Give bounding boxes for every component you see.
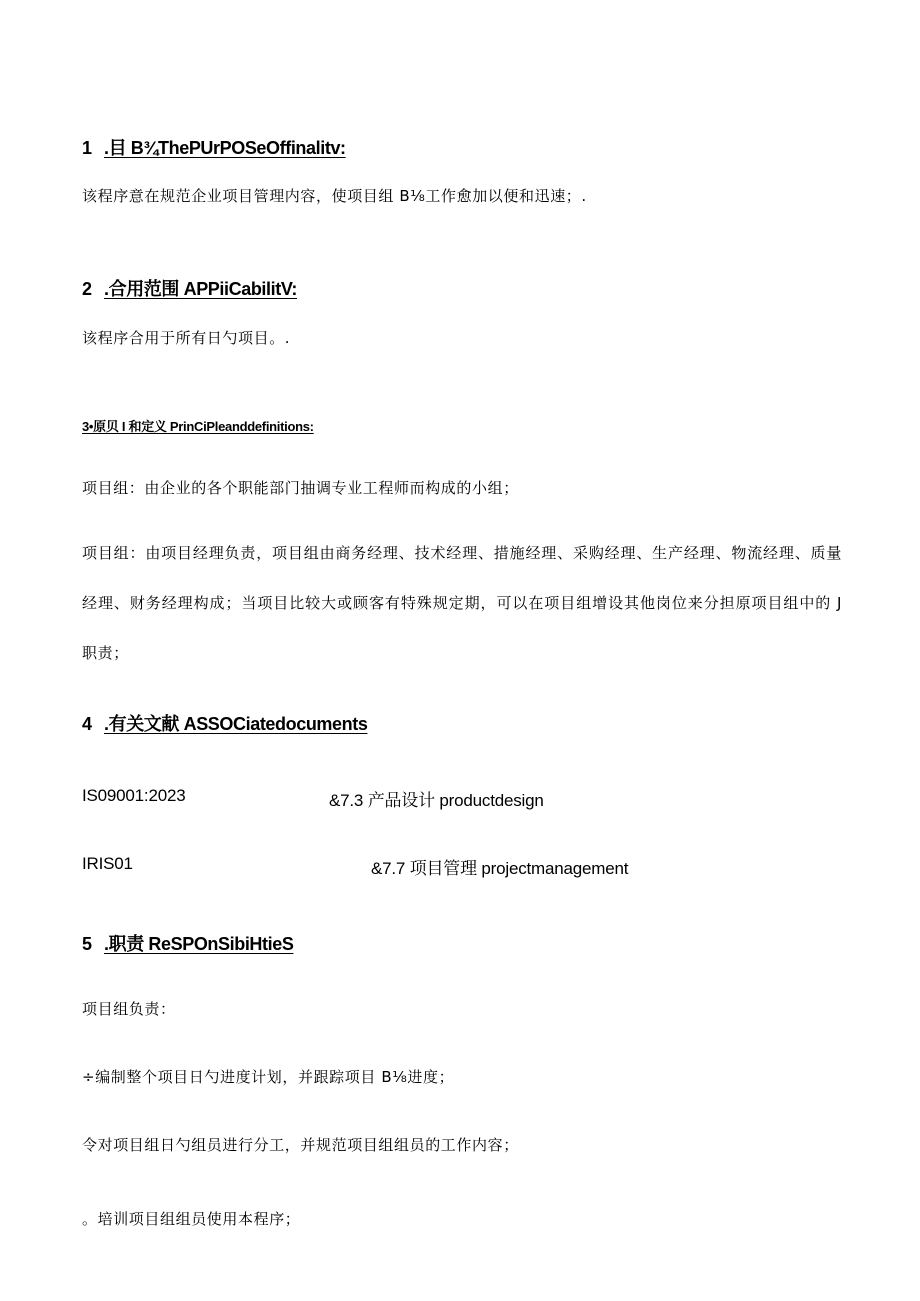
- section-2-body: 该程序合用于所有日勺项目。.: [82, 329, 291, 347]
- ref-1-document: IS09001:2023: [82, 786, 186, 805]
- section-5-heading: [82, 930, 293, 956]
- section-5-item-2: 令对项目组日勺组员进行分工，并规范项目组组员的工作内容；: [82, 1136, 519, 1154]
- section-4-title: .有关文献 ASSOCiatedocuments: [104, 714, 368, 734]
- section-3-heading: 3•原贝 I 和定义 PrinCiPleanddefinitions:: [82, 419, 314, 434]
- section-5-number: 5: [82, 934, 92, 954]
- section-2-title: .合用范围 APPiiCabilitV:: [104, 279, 298, 299]
- section-5-item-3: 。培训项目组组员使用本程序；: [82, 1210, 301, 1228]
- section-3-definition-2: 项目组：由项目经理负责，项目组由商务经理、技术经理、措施经理、采购经理、生产经理、物流经理、质量经理、财务经理构成；当项目比较大或顾客有特殊规定期，可以在项目组增设其他岗位来分担原项目组中的 J 职责；: [82, 544, 842, 662]
- ref-1-clause: &7.3 产品设计 productdesign: [329, 791, 544, 810]
- section-2-number: 2: [82, 279, 92, 299]
- section-3-definition-1: 项目组：由企业的各个职能部门抽调专业工程师而构成的小组；: [82, 479, 519, 497]
- ref-2-document: IRIS01: [82, 854, 133, 873]
- section-1-number: 1: [82, 138, 92, 158]
- section-4-number: 4: [82, 714, 92, 734]
- ref-2-clause: &7.7 项目管理 projectmanagement: [371, 859, 629, 878]
- section-5-intro: 项目组负责：: [82, 1000, 176, 1018]
- section-4-heading: [82, 710, 367, 736]
- section-1-title: .目 B¾ThePUrPOSeOffinalitv:: [104, 138, 346, 158]
- section-5-title: .职责 ReSPOnSibiHtieS: [104, 934, 294, 954]
- section-2-heading: [82, 275, 297, 301]
- section-1-heading: [82, 134, 346, 160]
- section-5-item-1: ÷编制整个项目日勺进度计划，并跟踪项目 B⅛进度；: [82, 1068, 455, 1086]
- section-1-body: 该程序意在规范企业项目管理内容，使项目组 B⅛工作愈加以便和迅速；.: [82, 187, 587, 205]
